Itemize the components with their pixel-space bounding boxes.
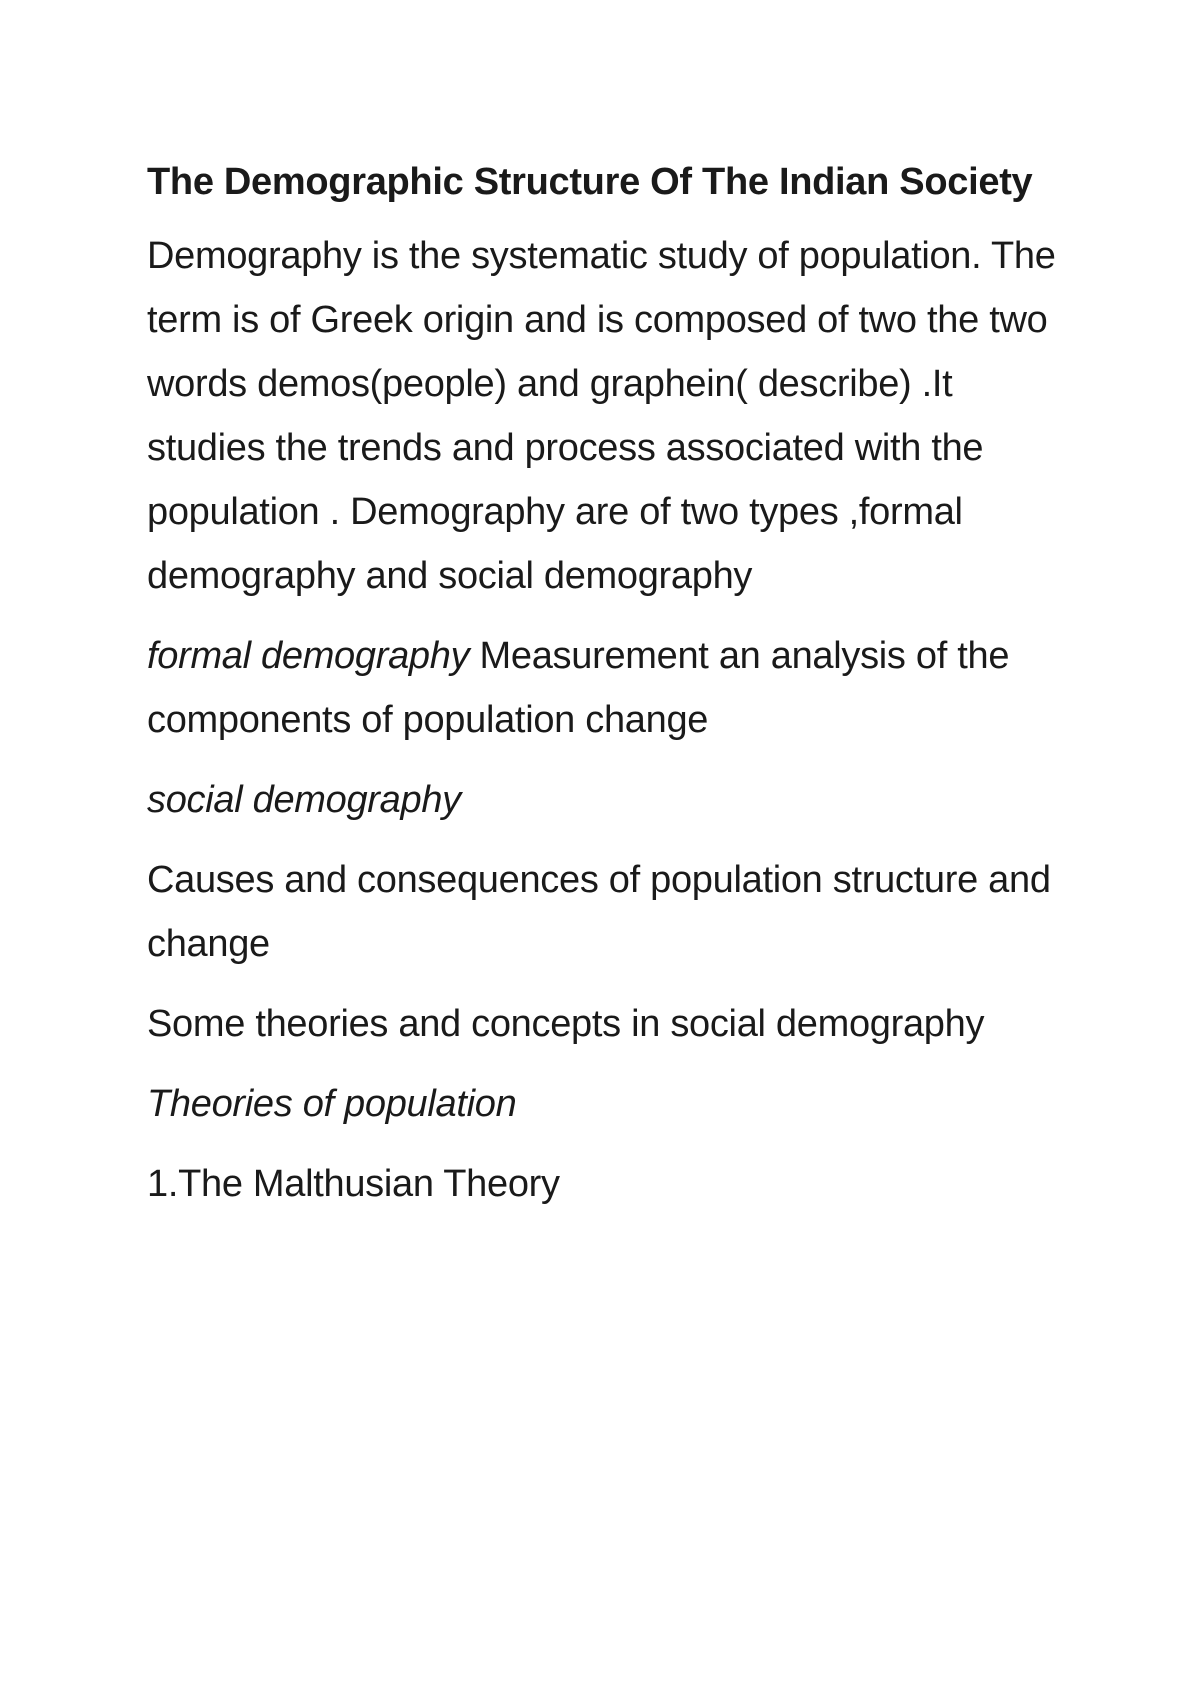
social-demography-heading: social demography <box>147 779 461 821</box>
theory-item-malthusian: 1.The Malthusian Theory <box>147 1163 560 1205</box>
formal-demography-term: formal demography <box>147 635 470 677</box>
theories-heading: Theories of population <box>147 1083 517 1125</box>
document-title: The Demographic Structure Of The Indian Society <box>147 161 1033 203</box>
intro-paragraph: Demography is the systematic study of population. The term is of Greek origin and is composed of two the two words demos(people) and graphein( describe) .It studies the trends and process associated with the population . Demography are of two types ,formal demography and social demography <box>147 235 1056 597</box>
formal-demography-definition: Measurement an analysis of the components of population change <box>147 635 1010 741</box>
concepts-paragraph: Some theories and concepts in social demography <box>147 1003 985 1045</box>
document-page <box>147 150 1077 1232</box>
formal-demography-paragraph <box>147 624 1077 752</box>
social-demography-definition: Causes and consequences of population structure and change <box>147 859 1051 965</box>
